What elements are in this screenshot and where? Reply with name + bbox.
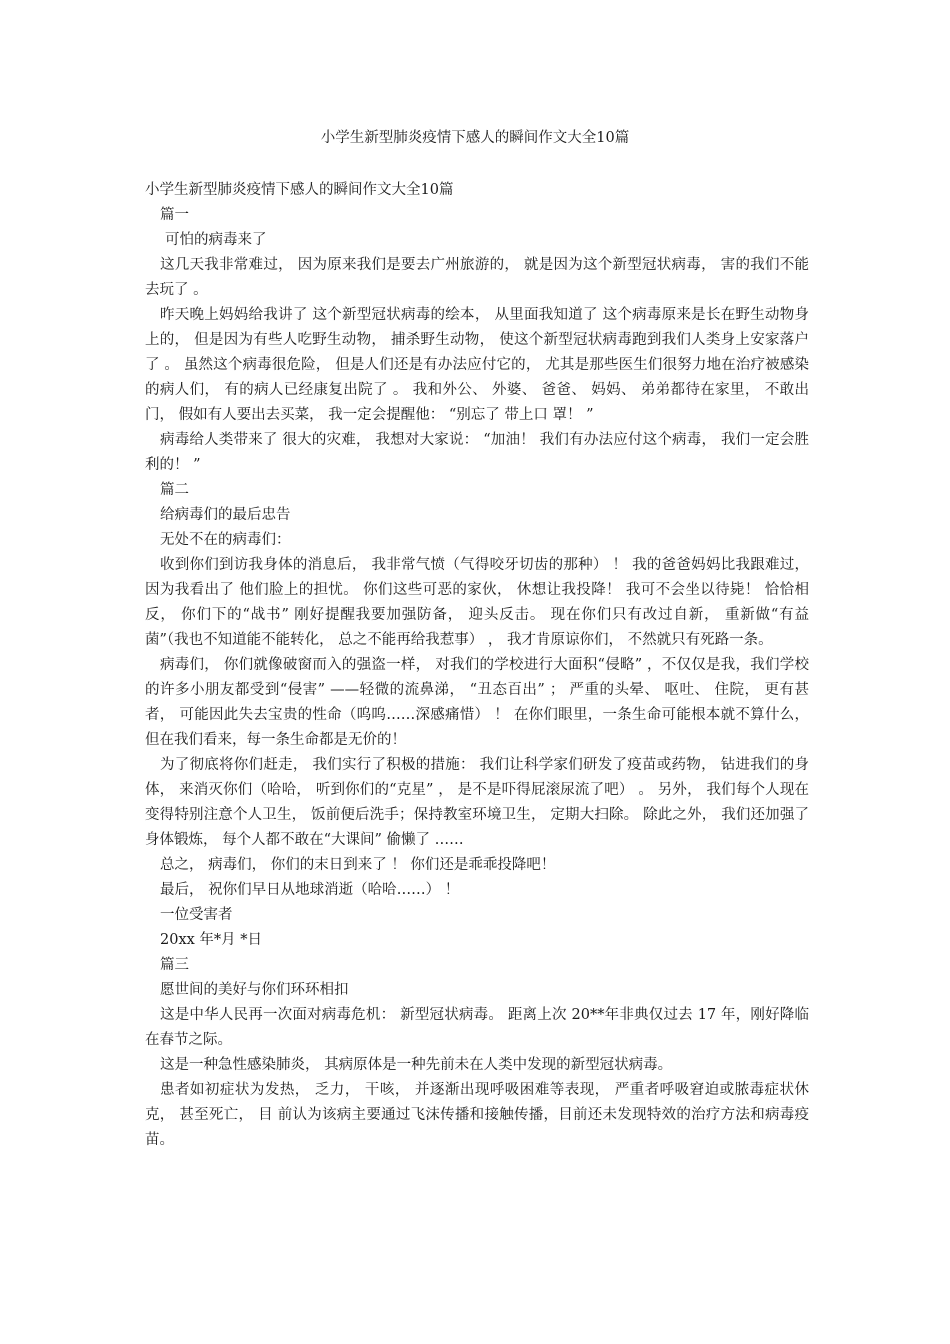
letter-date: 20xx 年*月 *日	[160, 932, 263, 948]
article-heading: 小学生新型肺炎疫情下感人的瞬间作文大全10篇	[145, 182, 454, 198]
paragraph: 这是中华人民再一次面对病毒危机： 新型冠状病毒。 距离上次 20**年非典仅过去 17 年，刚好降临在春节之际。	[145, 1007, 809, 1048]
section-label-3: 篇三	[160, 957, 189, 973]
paragraph: 为了彻底将你们赶走， 我们实行了积极的措施： 我们让科学家们研发了疫苗或药物， 钻进我们的身体， 来消灭你们（哈哈， 听到你们的“克星” ， 是不是吓得屁滚尿流了吧） 。 另外， 我们每个人现在变得特别注意个人卫生， 饭前便后洗手；保持教室环境卫生， 定期大扫除。 除此之外， 我们还加强了身体锻炼， 每个人都不敢在“大课间” 偷懒了 ……	[145, 757, 809, 848]
paragraph: 这是一种急性感染肺炎， 其病原体是一种先前未在人类中发现的新型冠状病毒。	[160, 1057, 673, 1073]
section-label-1: 篇一	[160, 207, 189, 223]
section-title-3: 愿世间的美好与你们环环相扣	[160, 982, 349, 998]
letter-signature: 一位受害者	[160, 907, 233, 923]
paragraph: 病毒们， 你们就像破窗而入的强盗一样， 对我们的学校进行大面积“侵略” ，不仅仅是我，我们学校的许多小朋友都受到“侵害” ——轻微的流鼻涕， “丑态百出” ； 严重的头晕、 呕吐、 住院， 更有甚者， 可能因此失去宝贵的性命（呜呜……深感痛惜） ！ 在你们眼里，一条生命可能根本就不算什么， 但在我们看来，每一条生命都是无价的！	[145, 657, 809, 748]
document-title: 小学生新型肺炎疫情下感人的瞬间作文大全10篇	[320, 130, 630, 146]
letter-salutation: 无处不在的病毒们：	[160, 532, 291, 548]
section-title-2: 给病毒们的最后忠告	[160, 507, 291, 523]
paragraph: 昨天晚上妈妈给我讲了 这个新型冠状病毒的绘本， 从里面我知道了 这个病毒原来是长在野生动物身上的， 但是因为有些人吃野生动物， 捕杀野生动物， 使这个新型冠状病毒跑到我们人类身上安家落户 了 。 虽然这个病毒很危险， 但是人们还是有办法应付它的， 尤其是那些医生们很努力地在治疗被感染的病人们， 有的病人已经康复出院了 。 我和外公、 外婆、 爸爸、 妈妈、 弟弟都待在家里， 不敢出门， 假如有人要出去买菜， 我一定会提醒他： “别忘了 带上口 罩！ ”	[145, 307, 809, 423]
document-body	[145, 178, 809, 1153]
paragraph: 这几天我非常难过， 因为原来我们是要去广州旅游的， 就是因为这个新型冠状病毒， 害的我们不能去玩了 。	[145, 257, 809, 298]
section-label-2: 篇二	[160, 482, 189, 498]
paragraph: 病毒给人类带来了 很大的灾难， 我想对大家说： “加油！ 我们有办法应付这个病毒， 我们一定会胜利的！ ”	[145, 432, 809, 473]
paragraph: 总之， 病毒们， 你们的末日到来了 ！ 你们还是乖乖投降吧！	[160, 857, 556, 873]
paragraph: 收到你们到访我身体的消息后， 我非常气愤（气得咬牙切齿的那种） ！ 我的爸爸妈妈比我跟难过， 因为我看出了 他们脸上的担忧。 你们这些可恶的家伙， 休想让我投降！ 我可不会坐以待毙！ 恰恰相反， 你们下的“战书” 刚好提醒我要加强防备， 迎头反击。 现在你们只有改过自新， 重新做“有益菌”（我也不知道能不能转化， 总之不能再给我惹事） ， 我才肯原谅你们， 不然就只有死路一条。	[145, 557, 809, 648]
section-title-1: 可怕的病毒来了	[165, 232, 267, 248]
paragraph: 最后， 祝你们早日从地球消逝（哈哈……） ！	[160, 882, 460, 898]
paragraph: 患者如初症状为发热， 乏力， 干咳， 并逐渐出现呼吸困难等表现， 严重者呼吸窘迫或脓毒症状休克， 甚至死亡， 目 前认为该病主要通过飞沫传播和接触传播，目前还未发现特效的治疗方法和病毒疫苗。	[145, 1082, 809, 1148]
